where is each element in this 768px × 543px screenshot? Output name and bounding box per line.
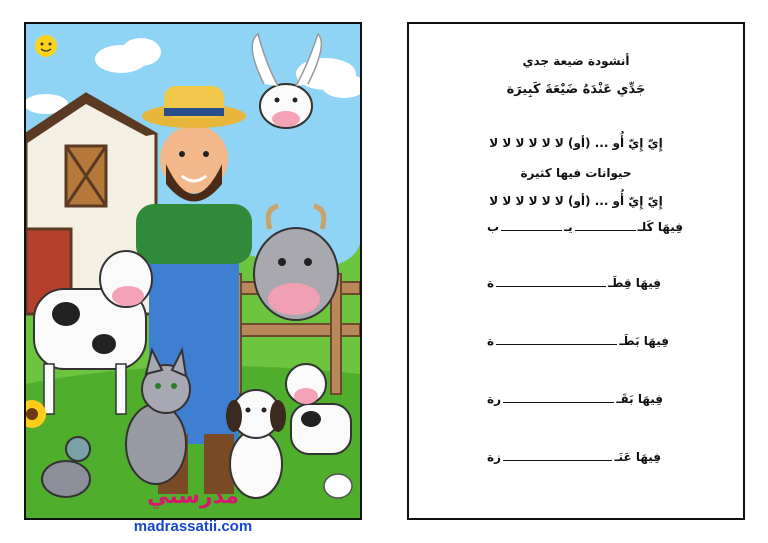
worksheet-page (407, 22, 745, 520)
fill-end: زة (487, 450, 501, 464)
fill-start: فِيهَا عَنَـ (614, 450, 661, 464)
fill-end: ة (487, 276, 495, 290)
fill-in-line[interactable] (487, 392, 663, 406)
song-subtitle: جَدِّي عَنْدَهُ ضَيْعَةَ كَبِيرَة (506, 82, 646, 97)
fill-end: ة (487, 334, 495, 348)
fill-start: فِيهَا بَقَـ (616, 392, 663, 406)
blank[interactable] (501, 230, 562, 231)
fill-end: رة (487, 392, 501, 406)
brand-name-arabic: مدرستي (147, 484, 239, 509)
fill-start: فِيهَا قِطَـ (607, 276, 661, 290)
chorus-line-1: إِيّ إِيّ أُو ... (أو) لا لا لا لا لا لا (489, 136, 663, 150)
fill-in-line[interactable] (487, 450, 661, 464)
illustration-page (24, 22, 362, 520)
fill-start: فِيهَا بَطَـ (619, 334, 669, 348)
blank[interactable] (503, 460, 612, 461)
sun-icon (35, 35, 57, 57)
fill-in-line[interactable] (487, 276, 661, 290)
dog-icon (226, 390, 286, 498)
farm-illustration (26, 24, 360, 518)
chorus-line-2: إِيّ إِيّ أُو ... (أو) لا لا لا لا لا لا (489, 194, 663, 208)
fill-in-line[interactable] (487, 334, 669, 348)
blank[interactable] (575, 230, 636, 231)
fill-start: فِيهَا كَلـ (637, 220, 683, 234)
blank[interactable] (503, 402, 614, 403)
brand-url: madrassatii.com (133, 518, 253, 535)
song-title: أنشودة ضيعة جدي (522, 54, 630, 68)
blank[interactable] (496, 286, 606, 287)
blank[interactable] (496, 344, 617, 345)
fill-in-line[interactable] (487, 220, 683, 234)
verse-line: حيوانات فيها كثيرة (520, 166, 632, 180)
fill-end: ب (486, 220, 500, 234)
fill-middle: يـ (564, 220, 573, 234)
